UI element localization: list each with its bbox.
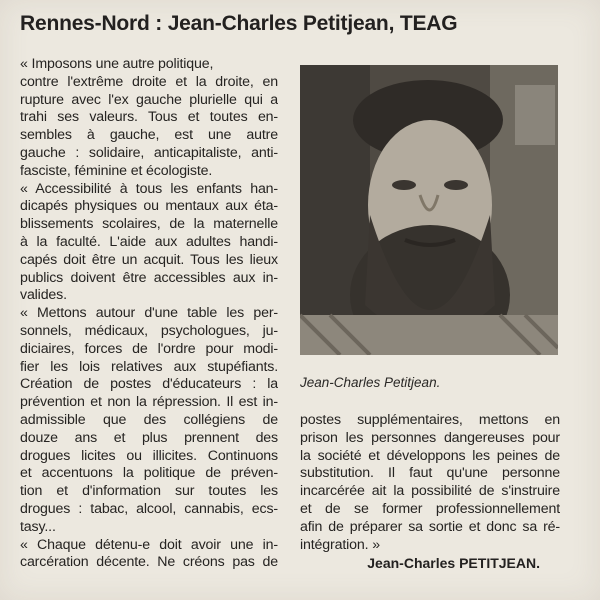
text-line: carcération décente. Ne créons pas de	[20, 554, 278, 571]
text-line: prison les personnes dangereuses pour	[300, 429, 560, 446]
text-line: postes supplémentaires, mettons en	[300, 412, 560, 428]
text-line: « Chaque détenu-e doit avoir une in-	[20, 536, 278, 553]
text-line: douze ans et plus prennent des	[20, 429, 278, 446]
article-column-right	[300, 412, 560, 554]
text-line: intégration. »	[300, 536, 380, 553]
text-line: Création de postes d'éducateurs : la	[20, 376, 278, 393]
photo-caption: Jean-Charles Petitjean.	[300, 375, 441, 390]
text-line: et de se former professionnellement	[300, 500, 560, 517]
text-line: tion et d'information sur toutes les	[20, 483, 278, 500]
text-line: fasciste, féminine et écologiste.	[20, 162, 213, 179]
text-line: et accentuons la politique de préven-	[20, 465, 278, 482]
text-line: « Accessibilité à tous les enfants han-	[20, 180, 278, 197]
text-line: dicapés physiques ou mentaux aux éta-	[20, 198, 278, 215]
text-line: « Imposons une autre politique,	[20, 56, 214, 72]
text-line: rupture avec l'ex gauche plurielle qui a	[20, 91, 278, 108]
article-column-left	[20, 56, 278, 572]
text-line: « Mettons autour d'une table les per-	[20, 305, 278, 322]
text-line: sembles à gauche, est une autre	[20, 127, 278, 144]
text-line: valides.	[20, 287, 67, 304]
text-line: drogues licites ou illicites. Continuons	[20, 447, 278, 464]
text-line: trahi ses valeurs. Tous et toutes en-	[20, 109, 278, 126]
text-line: substitution. Il faut qu'une personne	[300, 465, 560, 482]
text-line: la société et développons les peines de	[300, 447, 560, 464]
text-line: fier les lois relatives aux stupéfiants.	[20, 358, 278, 375]
text-line: gauche : solidaire, anticapitaliste, anti-	[20, 144, 278, 161]
text-line: incarcérée ait la possibilité de s'instruire	[300, 483, 560, 500]
text-line: drogues : tabac, alcool, cannabis, ecs-	[20, 500, 278, 517]
text-line: contre l'extrême droite et la droite, en	[20, 73, 278, 90]
text-line: prévention et non la répression. Il est in-	[20, 394, 278, 411]
text-line: tasy...	[20, 518, 56, 535]
text-line: diciaires, forces de l'ordre pour modi-	[20, 340, 278, 357]
text-line: blissements scolaires, de la maternelle	[20, 216, 278, 233]
text-line: capés doit être un acquit. Tous les lieux	[20, 251, 278, 268]
author-signature: Jean-Charles PETITJEAN.	[367, 555, 540, 571]
portrait-photo	[300, 65, 558, 355]
text-line: afin de préparer sa sortie et donc sa ré-	[300, 518, 560, 535]
text-line: publics doivent être accessibles aux in-	[20, 269, 278, 286]
text-line: admissible que des collégiens de	[20, 411, 278, 428]
text-line: à la faculté. L'aide aux adultes handi-	[20, 233, 278, 250]
article-headline: Rennes-Nord : Jean-Charles Petitjean, TEAG	[20, 12, 458, 35]
text-line: sonnels, médicaux, psychologues, ju-	[20, 322, 278, 339]
